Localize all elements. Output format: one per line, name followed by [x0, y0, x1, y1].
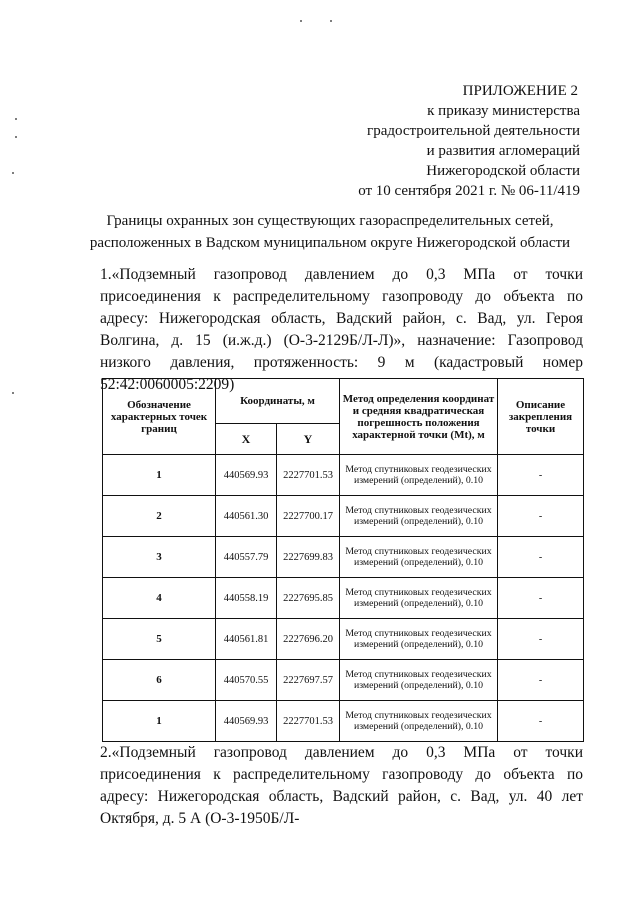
- cell-y: 2227695.85: [277, 578, 340, 619]
- appendix-block: [250, 81, 580, 201]
- scan-speck: [330, 20, 332, 22]
- cell-method: Метод спутниковых геодезических измерений (определений), 0.10: [340, 701, 498, 742]
- title-line: расположенных в Вадском муниципальном округе Нижегородской области: [89, 235, 571, 251]
- cell-method: Метод спутниковых геодезических измерений (определений), 0.10: [340, 537, 498, 578]
- document-title: [70, 210, 590, 254]
- cell-y: 2227700.17: [277, 496, 340, 537]
- table-row: [103, 578, 584, 619]
- cell-method: Метод спутниковых геодезических измерений (определений), 0.10: [340, 619, 498, 660]
- header-method: Метод определения координат и средняя квадратическая погрешность положения характерной точки (Mt), м: [340, 379, 498, 455]
- appendix-line: градостроительной деятельности: [367, 123, 580, 139]
- cell-x: 440558.19: [216, 578, 277, 619]
- cell-description: -: [498, 701, 584, 742]
- scan-speck: [12, 392, 14, 394]
- cell-x: 440557.79: [216, 537, 277, 578]
- table-row: [103, 701, 584, 742]
- header-x: X: [216, 424, 277, 455]
- cell-point: 1: [103, 455, 216, 496]
- table-row: [103, 660, 584, 701]
- section-1-text: 1.«Подземный газопровод давлением до 0,3 МПа от точки присоединения к распределительному газопроводу до объекта по адресу: Нижегородская область, Вадский район, с. Вад, ул. Героя Волгина, д. 15 (и.ж.д.) (О-3-2129Б/Л-Л)», назначение: Газопровод низкого давления, протяженность: 9 м (кадастровый номер 52:42:0060005:2209): [100, 266, 583, 393]
- cell-description: -: [498, 537, 584, 578]
- table-row: [103, 455, 584, 496]
- cell-description: -: [498, 455, 584, 496]
- section-2-text: 2.«Подземный газопровод давлением до 0,3 МПа от точки присоединения к распределительному газопроводу до объекта по адресу: Нижегородская область, Вадский район, с. Вад, ул. 40 лет Октября, д. 5 А (О-3-1950Б/Л-: [100, 744, 583, 827]
- coordinates-table: [102, 378, 584, 742]
- header-y: Y: [277, 424, 340, 455]
- cell-point: 1: [103, 701, 216, 742]
- cell-y: 2227697.57: [277, 660, 340, 701]
- cell-description: -: [498, 619, 584, 660]
- cell-point: 6: [103, 660, 216, 701]
- cell-method: Метод спутниковых геодезических измерений (определений), 0.10: [340, 660, 498, 701]
- title-line: Границы охранных зон существующих газораспределительных сетей,: [106, 213, 554, 229]
- cell-point: 5: [103, 619, 216, 660]
- cell-point: 3: [103, 537, 216, 578]
- cell-x: 440569.93: [216, 701, 277, 742]
- scan-speck: [12, 172, 14, 174]
- cell-description: -: [498, 578, 584, 619]
- table-row: [103, 537, 584, 578]
- appendix-heading: ПРИЛОЖЕНИЕ 2: [462, 83, 578, 99]
- appendix-line: Нижегородской области: [426, 163, 580, 179]
- cell-description: -: [498, 496, 584, 537]
- cell-y: 2227701.53: [277, 455, 340, 496]
- scan-speck: [15, 118, 17, 120]
- cell-point: 2: [103, 496, 216, 537]
- cell-x: 440561.81: [216, 619, 277, 660]
- cell-y: 2227701.53: [277, 701, 340, 742]
- header-coordinates: Координаты, м: [216, 379, 340, 424]
- cell-method: Метод спутниковых геодезических измерений (определений), 0.10: [340, 578, 498, 619]
- cell-method: Метод спутниковых геодезических измерений (определений), 0.10: [340, 496, 498, 537]
- scan-speck: [15, 136, 17, 138]
- cell-y: 2227699.83: [277, 537, 340, 578]
- cell-x: 440570.55: [216, 660, 277, 701]
- header-description: Описание закрепления точки: [498, 379, 584, 455]
- table-row: [103, 496, 584, 537]
- table-row: [103, 619, 584, 660]
- appendix-line: от 10 сентября 2021 г. № 06-11/419: [358, 183, 580, 199]
- cell-point: 4: [103, 578, 216, 619]
- cell-description: -: [498, 660, 584, 701]
- cell-method: Метод спутниковых геодезических измерений (определений), 0.10: [340, 455, 498, 496]
- cell-x: 440561.30: [216, 496, 277, 537]
- cell-y: 2227696.20: [277, 619, 340, 660]
- appendix-line: к приказу министерства: [427, 103, 580, 119]
- scan-speck: [300, 20, 302, 22]
- header-point: Обозначение характерных точек границ: [103, 379, 216, 455]
- cell-x: 440569.93: [216, 455, 277, 496]
- appendix-line: и развития агломераций: [426, 143, 580, 159]
